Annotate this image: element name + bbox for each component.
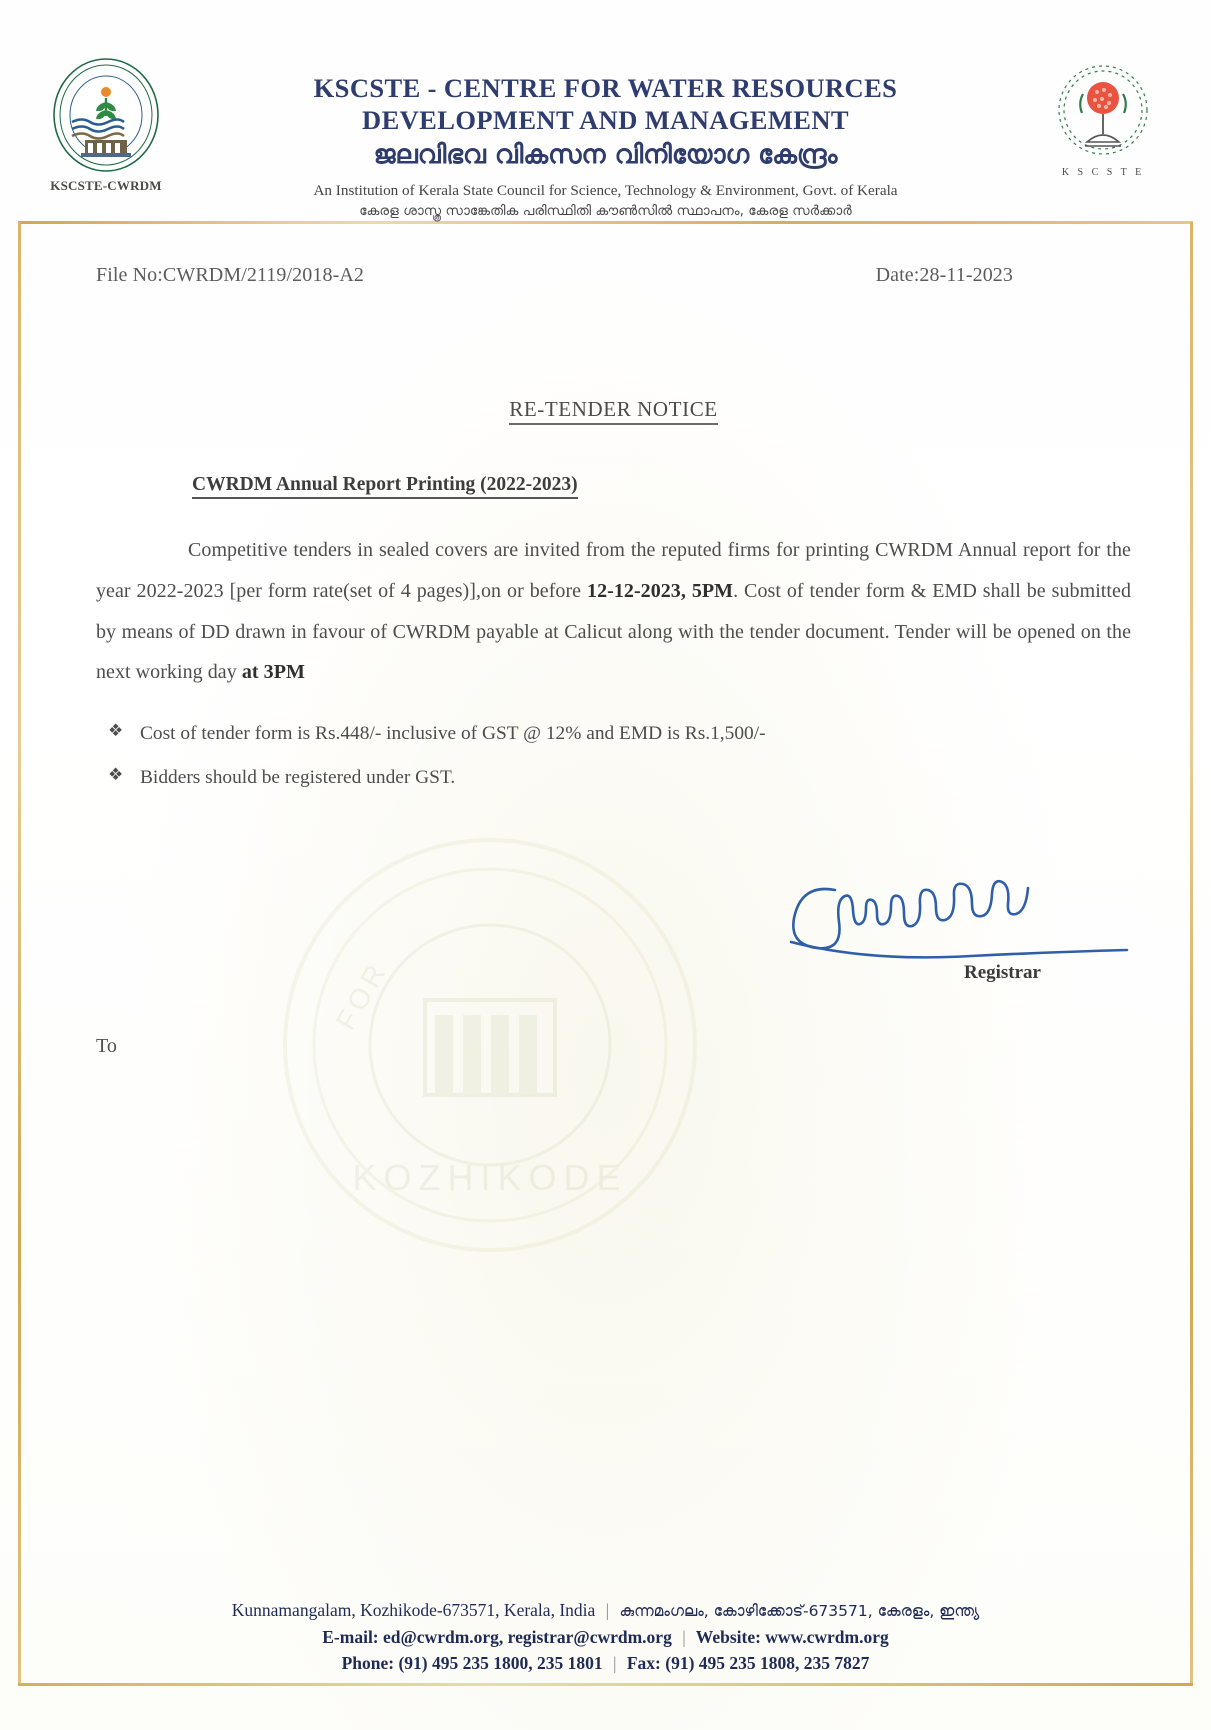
to-label: To <box>96 1035 117 1057</box>
kscste-logo <box>1043 58 1163 176</box>
page-title-text: RE-TENDER NOTICE <box>509 397 718 425</box>
signature-designation: Registrar <box>963 962 1041 983</box>
footer-address-row <box>0 1600 1211 1621</box>
letterhead-title-block <box>190 72 1021 220</box>
footer-phone-row <box>0 1653 1211 1674</box>
letterhead-header <box>0 28 1211 218</box>
svg-text:KOZHIKODE: KOZHIKODE <box>352 1157 628 1198</box>
kscste-seal-icon <box>1044 58 1162 176</box>
org-title-malayalam: ജലവിഭവ വികസന വിനിയോഗ കേന്ദ്രം <box>373 139 838 170</box>
border-rule-left <box>18 222 21 1686</box>
list-item <box>96 763 1131 793</box>
border-rule-bottom <box>18 1683 1193 1686</box>
list-item <box>96 719 1131 749</box>
cwrdm-seal-icon <box>47 56 165 174</box>
footer-email: E-mail: ed@cwrdm.org, registrar@cwrdm.org <box>322 1627 672 1647</box>
document-date: Date:28-11-2023 <box>875 264 1013 286</box>
meta-row <box>96 264 1131 287</box>
letterhead-footer <box>0 1600 1211 1674</box>
footer-phone: Phone: (91) 495 235 1800, 235 1801 <box>341 1653 603 1673</box>
cwrdm-logo <box>40 56 172 194</box>
footer-website: Website: www.cwrdm.org <box>695 1627 889 1647</box>
footer-separator: | <box>612 1653 617 1673</box>
document-subtitle-text: CWRDM Annual Report Printing (2022-2023) <box>192 474 578 499</box>
affiliation-english: An Institution of Kerala State Council for Science, Technology & Environment, Govt. of Kerala <box>313 182 898 200</box>
list-item-label: Bidders should be registered under GST. <box>140 767 456 789</box>
footer-address-english: Kunnamangalam, Kozhikode-673571, Kerala, India <box>231 1600 596 1620</box>
page-title <box>96 397 1131 422</box>
footer-address-malayalam: കുന്നമംഗലം, കോഴിക്കോട്-673571, കേരളം, ഇന്ത്യ <box>619 1602 980 1620</box>
org-title-line2: DEVELOPMENT AND MANAGEMENT <box>362 105 849 136</box>
notice-paragraph <box>96 530 1131 693</box>
list-item-label: Cost of tender form is Rs.448/- inclusive of GST @ 12% and EMD is Rs.1,500/- <box>140 723 766 745</box>
file-number: File No:CWRDM/2119/2018-A2 <box>96 264 364 286</box>
border-rule-top <box>18 221 1193 224</box>
diamond-bullet-icon: ❖ <box>108 721 124 741</box>
affiliation-malayalam: കേരള ശാസ്ത്ര സാങ്കേതിക പരിസ്ഥിതി കൗൺസിൽ സ്ഥാപനം, കേരള സർക്കാർ <box>359 202 852 219</box>
conditions-list <box>96 719 1131 793</box>
footer-contact-row <box>0 1627 1211 1648</box>
paragraph-part-1: Competitive tenders in sealed covers are invited from the reputed firms for printing CWRDM Annual report for the year 2022-2023 [per form rate(set of 4 pages)],on or before <box>96 539 1131 602</box>
org-title-line1: KSCSTE - CENTRE FOR WATER RESOURCES <box>313 73 898 103</box>
footer-fax: Fax: (91) 495 235 1808, 235 7827 <box>626 1653 870 1673</box>
paragraph-part-2: . Cost of tender form & EMD shall be submitted by means of DD drawn in favour of CWRDM payable at Calicut along with the tender document. Tender will be opened on the next working day <box>96 579 1131 684</box>
signature-icon <box>783 870 1133 975</box>
document-subtitle <box>192 474 1131 496</box>
deadline-date: 12-12-2023, 5PM <box>587 579 734 602</box>
footer-separator: | <box>605 1600 610 1620</box>
opening-time: at 3PM <box>241 661 305 684</box>
diamond-bullet-icon: ❖ <box>108 765 124 785</box>
document-body <box>96 250 1131 809</box>
cwrdm-logo-caption: KSCSTE-CWRDM <box>50 178 162 193</box>
border-rule-right <box>1190 222 1193 1686</box>
svg-text:FOR: FOR <box>329 955 394 1036</box>
kscste-logo-caption: K S C S T E <box>1061 167 1145 178</box>
signature-block <box>793 880 1123 990</box>
footer-separator: | <box>682 1627 686 1647</box>
watermark-seal <box>275 830 705 1260</box>
